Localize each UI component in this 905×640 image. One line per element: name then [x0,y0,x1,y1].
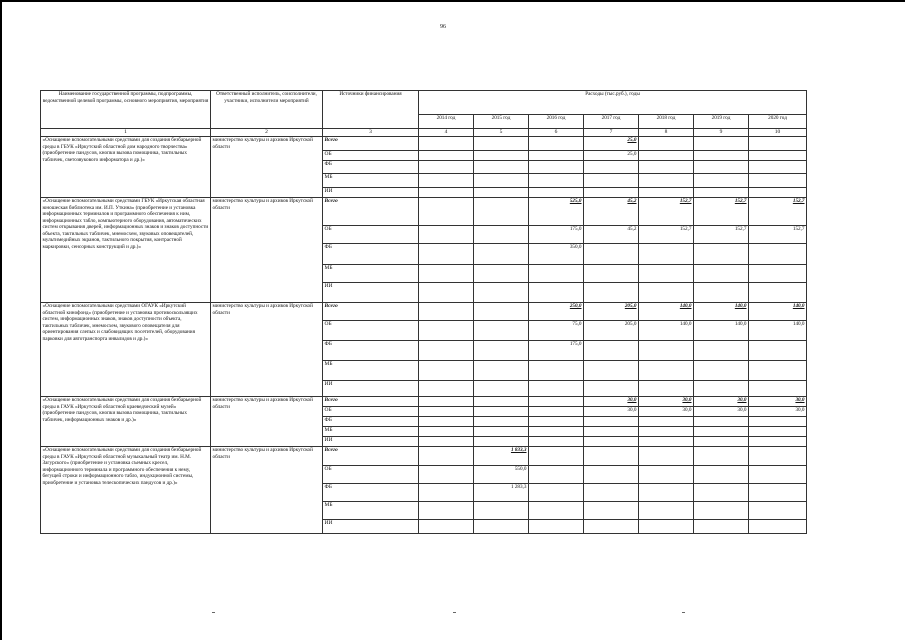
amount-cell [639,265,694,283]
amount-cell [419,198,474,226]
amount-cell [584,502,639,520]
amount-cell [419,341,474,361]
column-index: 10 [749,129,807,137]
header-funding-source: Источники финансирования [323,91,419,129]
amount-cell [529,283,584,303]
page-edge-left [0,0,2,640]
funding-source-label: ОБ [323,226,419,244]
funding-source-label: ФБ [323,484,419,502]
amount-cell [419,244,474,265]
amount-cell [694,361,749,381]
amount-cell [639,188,694,198]
scan-mark [682,612,685,613]
amount-cell [584,417,639,427]
amount-cell [749,283,807,303]
amount-cell [749,151,807,161]
amount-cell [584,244,639,265]
amount-cell [749,137,807,151]
amount-cell [419,265,474,283]
amount-cell [694,484,749,502]
amount-cell [639,447,694,466]
amount-cell [749,417,807,427]
header-executor: Ответственный исполнитель, соисполнители, участники, исполнители мероприятий [211,91,323,129]
funding-source-label: ИИ [323,188,419,198]
funding-source-label: ИИ [323,520,419,534]
header-year: 2015 год [474,115,529,129]
amount-cell [694,341,749,361]
header-year: 2018 год [639,115,694,129]
amount-cell: 30,0 [749,397,807,407]
page-number: 96 [440,24,446,30]
funding-source-label: Всего [323,447,419,466]
amount-cell [529,361,584,381]
amount-cell [639,137,694,151]
amount-cell [584,361,639,381]
amount-cell [474,226,529,244]
amount-cell [694,137,749,151]
amount-cell [529,137,584,151]
funding-source-label: ФБ [323,161,419,174]
amount-cell [474,283,529,303]
amount-cell [529,520,584,534]
funding-source-label: ОБ [323,407,419,417]
amount-cell [749,361,807,381]
amount-cell: 205,0 [584,321,639,341]
amount-cell [694,447,749,466]
amount-cell [584,466,639,484]
amount-cell: 140,0 [749,321,807,341]
amount-cell: 30,0 [639,397,694,407]
amount-cell: 550,0 [474,466,529,484]
amount-cell [474,407,529,417]
amount-cell [639,437,694,447]
amount-cell [749,466,807,484]
amount-cell: 30,0 [749,407,807,417]
amount-cell [419,466,474,484]
amount-cell [694,161,749,174]
amount-cell: 75,0 [529,321,584,341]
measure-name: «Оснащение вспомогательными средствами для создания безбарьерной среды в ГАУК «Иркутский областной музыкальный театр им. Н.М. Загурского» (приобретение и установка съемных кресел, информационного терминала и программного обеспечения к нему, бегущей строки и информационного табло, индукционной системы, приобретение и установка телескопических пандусов и др.)» [41,447,211,534]
funding-source-label: МБ [323,265,419,283]
amount-cell [419,361,474,381]
amount-cell [639,427,694,437]
header-expenses: Расходы (тыс.руб.), годы [419,91,807,115]
amount-cell [474,361,529,381]
amount-cell [639,417,694,427]
header-year: 2014 год [419,115,474,129]
header-year: 2020 год [749,115,807,129]
amount-cell: 30,0 [694,407,749,417]
amount-cell [584,381,639,397]
table-row [41,198,807,226]
amount-cell: 30,0 [694,397,749,407]
column-index: 6 [529,129,584,137]
column-index: 5 [474,129,529,137]
funding-source-label: МБ [323,427,419,437]
amount-cell [474,417,529,427]
column-index: 4 [419,129,474,137]
amount-cell: 152,7 [694,198,749,226]
column-index: 7 [584,129,639,137]
amount-cell [584,447,639,466]
amount-cell [419,484,474,502]
funding-source-label: МБ [323,502,419,520]
amount-cell [749,502,807,520]
amount-cell [419,174,474,188]
amount-cell: 45,2 [584,226,639,244]
amount-cell [474,520,529,534]
amount-cell [474,397,529,407]
amount-cell [474,198,529,226]
amount-cell [694,188,749,198]
header-row-top [41,91,807,115]
amount-cell [584,283,639,303]
amount-cell [529,502,584,520]
amount-cell [474,303,529,321]
amount-cell [584,161,639,174]
amount-cell [639,244,694,265]
amount-cell [419,321,474,341]
amount-cell: 175,0 [529,341,584,361]
amount-cell [419,447,474,466]
header-program-name: Наименование государственной программы, подпрограммы, ведомственной целевой программы, основного мероприятия, мероприятия [41,91,211,129]
amount-cell [419,151,474,161]
column-index: 2 [211,129,323,137]
measure-executor: министерство культуры и архивов Иркутской области [211,447,323,534]
page-edge-top [0,0,905,2]
amount-cell [419,381,474,397]
header-year: 2016 год [529,115,584,129]
amount-cell: 152,7 [639,198,694,226]
amount-cell: 140,0 [639,303,694,321]
amount-cell [474,188,529,198]
funding-source-label: ИИ [323,283,419,303]
amount-cell [419,427,474,437]
funding-source-label: ОБ [323,321,419,341]
amount-cell [529,447,584,466]
expenses-table [40,90,807,534]
header-year: 2019 год [694,115,749,129]
amount-cell [584,265,639,283]
amount-cell [639,520,694,534]
amount-cell [749,447,807,466]
funding-source-label: ФБ [323,244,419,265]
funding-source-label: Всего [323,137,419,151]
amount-cell [419,303,474,321]
amount-cell [474,427,529,437]
amount-cell [694,151,749,161]
amount-cell [474,321,529,341]
amount-cell: 250,0 [529,303,584,321]
amount-cell [639,381,694,397]
measure-executor: министерство культуры и архивов Иркутской области [211,198,323,303]
amount-cell [474,151,529,161]
amount-cell: 140,0 [694,303,749,321]
measure-executor: министерство культуры и архивов Иркутской области [211,397,323,447]
amount-cell [749,437,807,447]
column-index: 9 [694,129,749,137]
amount-cell [419,137,474,151]
amount-cell [694,244,749,265]
amount-cell [529,265,584,283]
measure-name: «Оснащение вспомогательными средствами ОГАУК «Иркутский областной кинофонд» (приобретение и установка противоскользящих систем, информационных знаков, знаков доступности объекта, тактильных табличек, мнемосхем, звукового оповещателя для ориентирования слепых и слабовидящих посетителей, оборудования парковки для автотранспорта инвалидов и др.)» [41,303,211,397]
amount-cell [419,520,474,534]
amount-cell [639,361,694,381]
amount-cell [529,397,584,407]
scan-mark [453,612,456,613]
measure-executor: министерство культуры и архивов Иркутской области [211,303,323,397]
amount-cell [694,417,749,427]
amount-cell [694,466,749,484]
amount-cell [694,437,749,447]
measure-name: «Оснащение вспомогательными средствами ГБУК «Иркутская областная юношеская библиотека им. И.П. Уткина» (приобретение и установка информационных терминалов и программного обеспечения к ним, информационных табло, компьютерного оборудования, автоматических систем открывания дверей, информационных знаков и знаков доступности объекта, тактильных табличек, мнемосхем, звуковых оповещателей, мультимедийных экранов, тактильного покрытия, контрастной маркировки, сенсорных конструкций и др.)» [41,198,211,303]
amount-cell [474,161,529,174]
amount-cell [529,437,584,447]
amount-cell: 152,7 [694,226,749,244]
amount-cell [749,244,807,265]
amount-cell [584,188,639,198]
amount-cell: 25,0 [584,151,639,161]
amount-cell [529,381,584,397]
amount-cell [639,161,694,174]
amount-cell [584,520,639,534]
amount-cell: 205,0 [584,303,639,321]
amount-cell [419,161,474,174]
funding-source-label: ОБ [323,466,419,484]
amount-cell [749,161,807,174]
amount-cell: 30,0 [639,407,694,417]
amount-cell [529,484,584,502]
amount-cell [419,226,474,244]
amount-cell [474,502,529,520]
amount-cell: 1 833,3 [474,447,529,466]
amount-cell [474,265,529,283]
amount-cell: 140,0 [749,303,807,321]
amount-cell [419,397,474,407]
amount-cell [694,381,749,397]
amount-cell [474,381,529,397]
amount-cell [584,174,639,188]
amount-cell [529,161,584,174]
amount-cell: 350,0 [529,244,584,265]
funding-source-label: ИИ [323,381,419,397]
column-index-row [41,129,807,137]
amount-cell: 152,7 [639,226,694,244]
amount-cell [749,427,807,437]
funding-source-label: МБ [323,361,419,381]
amount-cell [419,283,474,303]
amount-cell [639,466,694,484]
amount-cell: 140,0 [639,321,694,341]
funding-source-label: ИИ [323,437,419,447]
amount-cell [419,437,474,447]
amount-cell [694,502,749,520]
amount-cell [474,244,529,265]
amount-cell [749,520,807,534]
amount-cell: 30,0 [584,407,639,417]
amount-cell [474,341,529,361]
amount-cell [639,283,694,303]
amount-cell [419,502,474,520]
column-index: 1 [41,129,211,137]
amount-cell [694,520,749,534]
table-row [41,447,807,466]
funding-source-label: Всего [323,397,419,407]
amount-cell: 140,0 [694,321,749,341]
column-index: 3 [323,129,419,137]
amount-cell [419,417,474,427]
scan-mark [212,612,215,613]
amount-cell [584,427,639,437]
amount-cell [529,188,584,198]
table-row [41,303,807,321]
amount-cell [584,484,639,502]
funding-source-label: Всего [323,198,419,226]
measure-executor: министерство культуры и архивов Иркутской области [211,137,323,198]
amount-cell: 1 283,3 [474,484,529,502]
amount-cell [419,407,474,417]
amount-cell [749,188,807,198]
funding-source-label: ОБ [323,151,419,161]
funding-source-label: ФБ [323,341,419,361]
amount-cell: 25,0 [584,137,639,151]
amount-cell [584,341,639,361]
amount-cell [529,151,584,161]
amount-cell [749,341,807,361]
funding-source-label: МБ [323,174,419,188]
measure-name: «Оснащение вспомогательными средствами для создания безбарьерной среды в ГБУК «Иркутский областной дом народного творчества» (приобретение пандусов, кнопки вызова помощника, тактильных табличек, светозвукового информатора и др.)» [41,137,211,198]
measure-name: «Оснащение вспомогательными средствами для создания безбарьерной среды в ГАУК «Иркутский областной краеведческий музей» (приобретение пандусов, кнопки вызова помощника, тактильных табличек, информационных знаков и др.)» [41,397,211,447]
table-row [41,397,807,407]
amount-cell [694,427,749,437]
amount-cell [474,174,529,188]
amount-cell: 45,2 [584,198,639,226]
amount-cell [694,265,749,283]
header-year: 2017 год [584,115,639,129]
table-row [41,137,807,151]
amount-cell: 175,0 [529,226,584,244]
amount-cell [749,265,807,283]
amount-cell [639,151,694,161]
amount-cell [639,174,694,188]
funding-source-label: ФБ [323,417,419,427]
amount-cell [529,466,584,484]
amount-cell [529,407,584,417]
amount-cell [639,484,694,502]
funding-source-label: Всего [323,303,419,321]
amount-cell: 152,7 [749,198,807,226]
amount-cell [639,341,694,361]
amount-cell [584,437,639,447]
amount-cell [749,381,807,397]
amount-cell [529,427,584,437]
amount-cell [694,174,749,188]
amount-cell: 525,0 [529,198,584,226]
amount-cell [639,502,694,520]
amount-cell [529,417,584,427]
amount-cell [529,174,584,188]
amount-cell [749,174,807,188]
amount-cell [474,137,529,151]
amount-cell: 152,7 [749,226,807,244]
amount-cell: 30,0 [584,397,639,407]
column-index: 8 [639,129,694,137]
amount-cell [694,283,749,303]
amount-cell [749,484,807,502]
amount-cell [474,437,529,447]
amount-cell [419,188,474,198]
